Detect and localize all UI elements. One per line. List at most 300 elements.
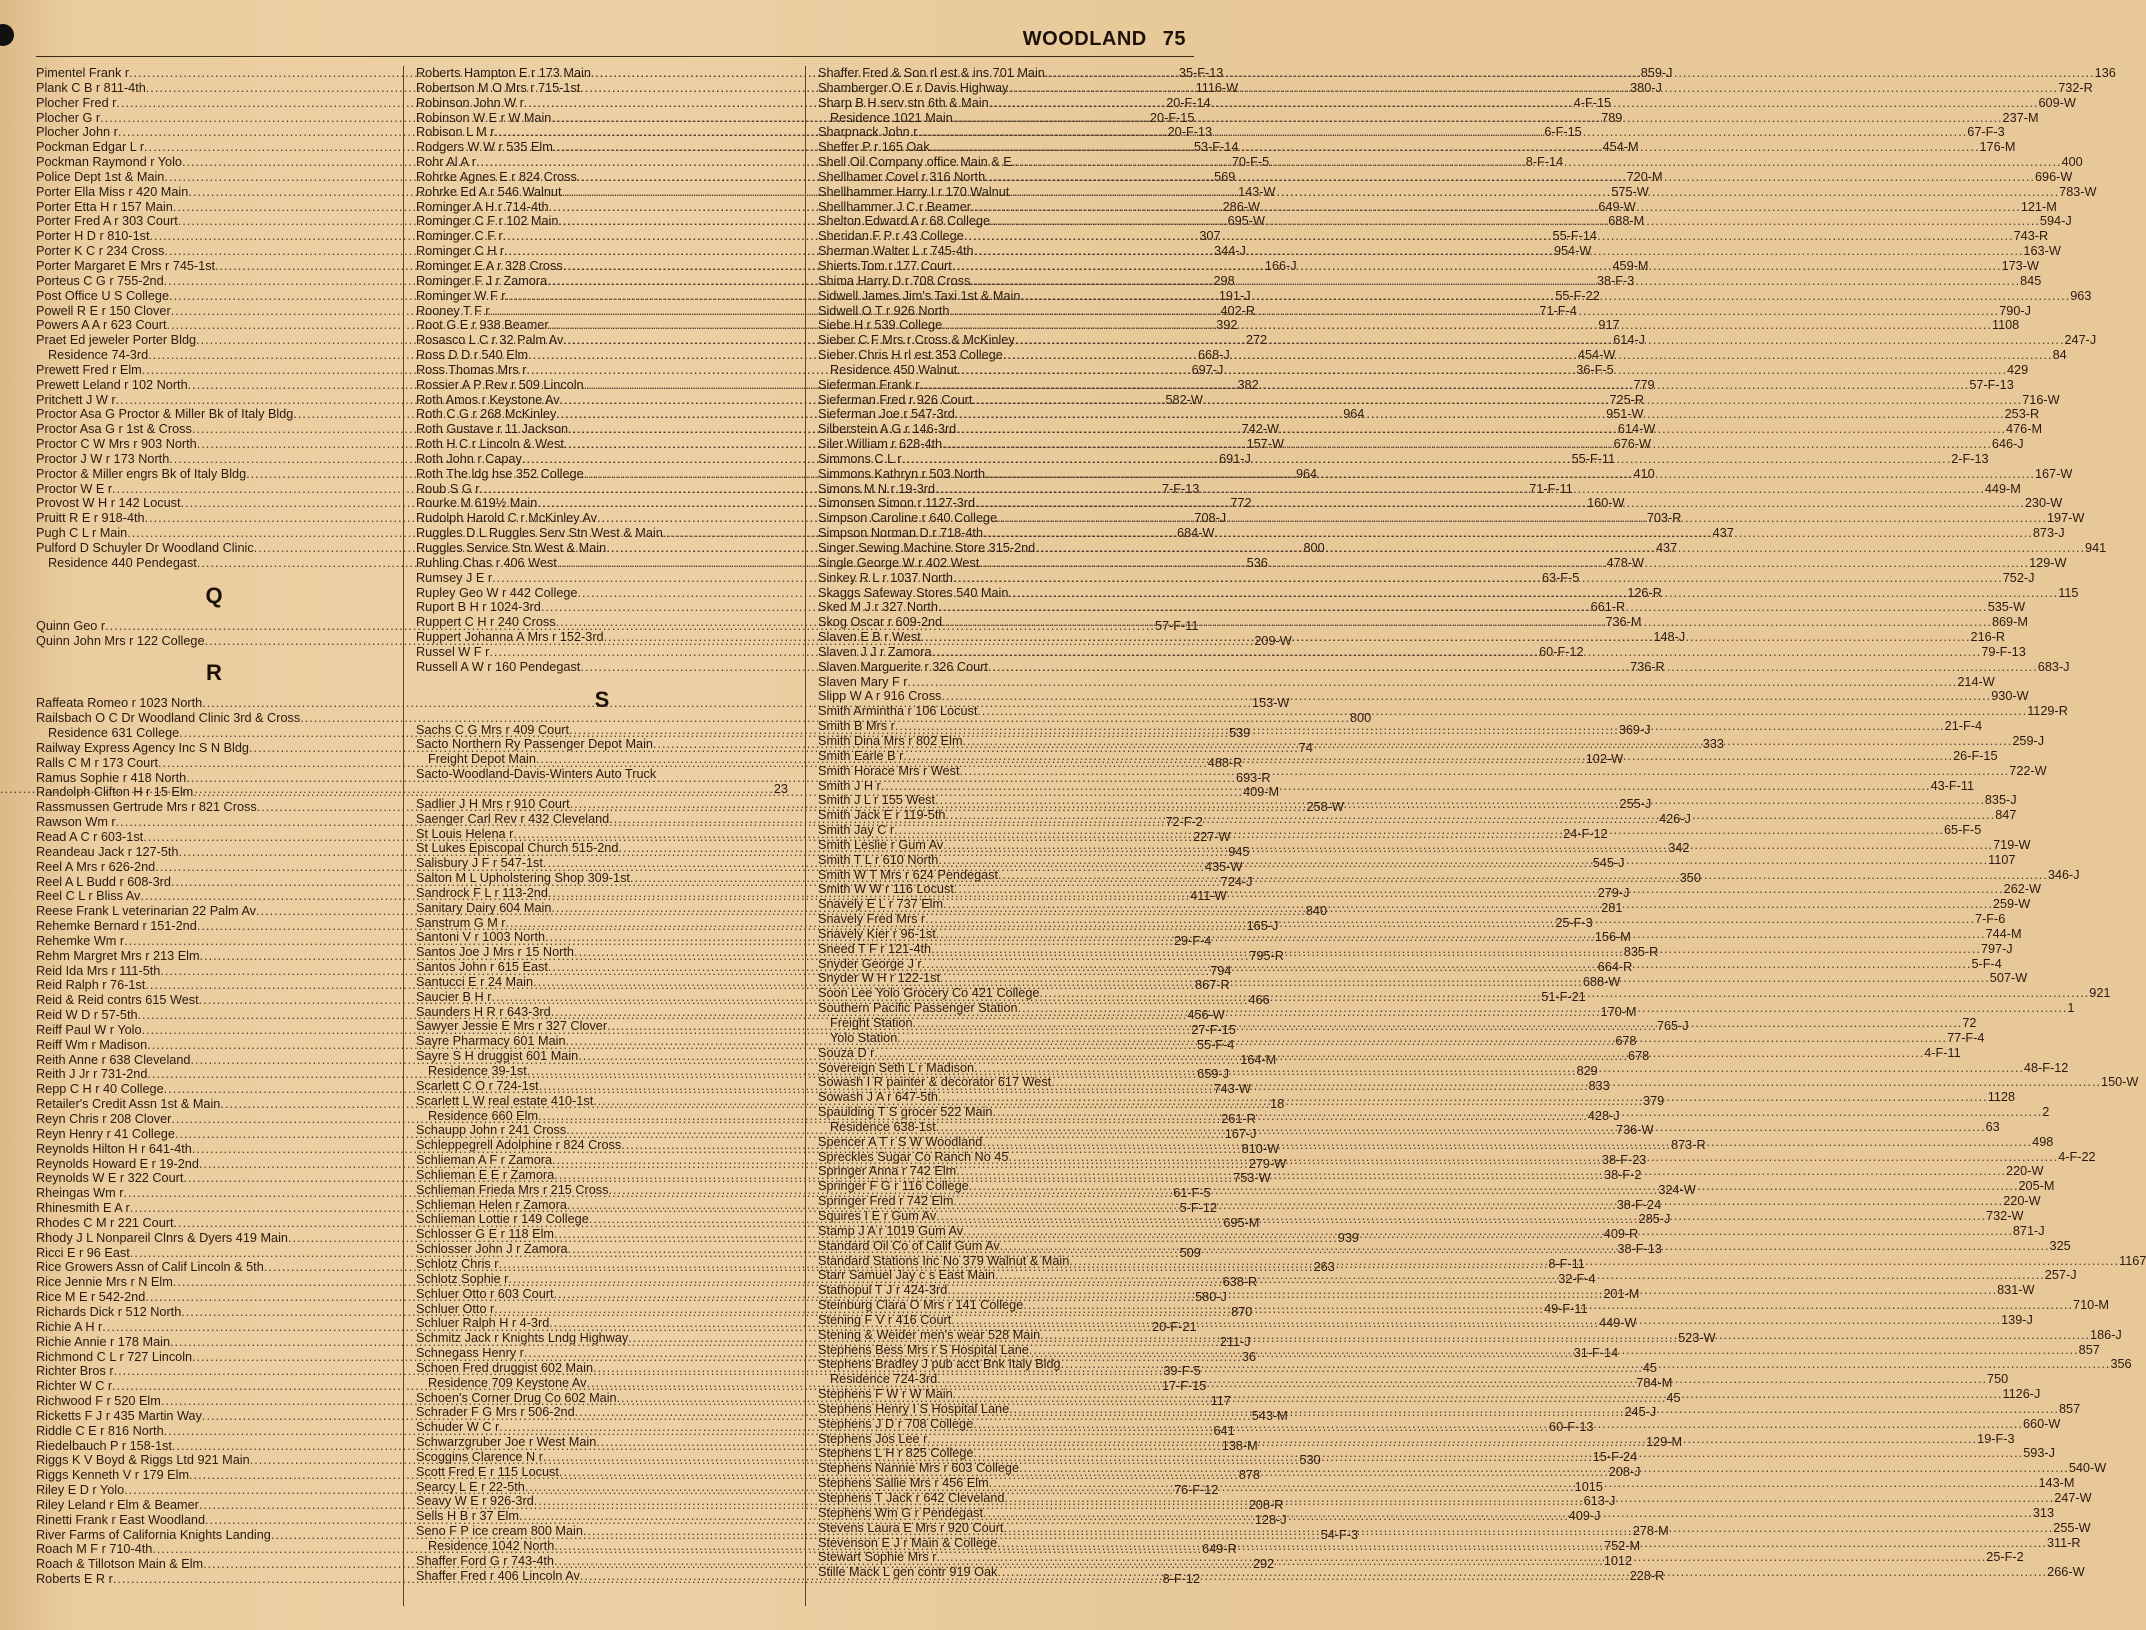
listing-name: Rupley Geo W r 442 College	[416, 585, 578, 600]
phone-number: 67-F-3	[1967, 125, 2005, 140]
listing-name: Stephens Henry I S Hospital Lane	[818, 1401, 1010, 1416]
listing-name: Smith Horace Mrs r West	[818, 763, 960, 778]
dot-leader	[995, 1268, 2045, 1283]
phone-number: 744-M	[1985, 926, 2022, 941]
dot-leader	[1069, 1254, 2119, 1269]
dot-leader	[977, 704, 2027, 719]
header-rule	[36, 56, 1194, 57]
phone-number: 790-J	[1999, 303, 2031, 318]
phone-number: 167-J	[1224, 1126, 1257, 1141]
listing-name: Reynolds W E r 322 Court	[36, 1171, 184, 1186]
listing-name: Siler William r 628-4th	[818, 437, 943, 452]
phone-number: 191-J	[1218, 288, 1251, 303]
phone-number: 160-W	[1587, 496, 1625, 511]
dot-leader	[947, 1283, 1997, 1298]
dot-leader	[1029, 1343, 2079, 1358]
phone-number: 369-J	[1618, 722, 1651, 737]
listing-name: Proctor & Miller engrs Bk of Italy Bldg	[36, 466, 247, 481]
dot-leader	[983, 1506, 2033, 1521]
section-letter: R	[206, 660, 222, 686]
directory-columns	[34, 66, 2146, 1606]
listing-name: Schluer Ralph H r 4-3rd	[416, 1316, 550, 1331]
dot-leader	[982, 1135, 2032, 1150]
phone-number: 39-F-5	[1163, 1364, 1201, 1379]
listing-name: Simmons Kathryn r 503 North	[818, 466, 986, 481]
phone-number: 797-J	[1980, 941, 2013, 956]
phone-number: 437	[1655, 541, 1678, 555]
phone-number: 24-F-12	[1563, 826, 1608, 841]
phone-number: 800	[1303, 541, 1325, 555]
phone-number: 703-R	[1646, 511, 1682, 526]
dot-leader	[997, 511, 2047, 526]
phone-number: 695-M	[1223, 1215, 1260, 1230]
phone-number: 523-W	[1678, 1331, 1716, 1346]
phone-number: 205-M	[2018, 1179, 2055, 1194]
phone-number: 139-J	[2001, 1312, 2033, 1327]
phone-number: 917	[1598, 318, 1620, 333]
listing-name: Reith Anne r 638 Cleveland	[36, 1052, 191, 1067]
listing-name: Rominger F J r Zamora	[416, 273, 548, 288]
phone-number: 613-J	[1583, 1494, 1616, 1509]
listing-name: Sowash I R painter & decorator 617 West	[818, 1075, 1052, 1090]
listing-name: Reel C L r Bliss Av	[36, 889, 141, 904]
phone-number: 333	[1702, 737, 1724, 752]
phone-number: 43-F-11	[1930, 778, 1975, 793]
phone-number: 76-F-12	[1173, 1483, 1219, 1498]
listing-name: Snavely Fred Mrs r	[818, 912, 926, 927]
phone-number: 753-W	[1233, 1171, 1271, 1186]
phone-number: 55-F-4	[1196, 1037, 1235, 1052]
listing-name: Seno F P ice cream 800 Main	[416, 1524, 583, 1539]
listing-name: Roth The ldg hse 352 College	[416, 466, 584, 481]
listing-name: Sanstrum G M r	[416, 915, 506, 930]
listing-name: Sawyer Jessie E Mrs r 327 Clover	[416, 1019, 608, 1034]
listing-name: Squires I E r Gum Av	[818, 1208, 937, 1223]
phone-number: 74	[1298, 740, 1313, 755]
phone-number: 661-R	[1590, 600, 1626, 615]
dot-leader	[963, 734, 2013, 749]
listing-name: Roth H C r Lincoln & West	[416, 437, 564, 452]
page-number: 75	[1162, 28, 1186, 50]
phone-number: 60-F-12	[1539, 644, 1584, 659]
listing-name: Ralls C M r 173 Court	[36, 755, 158, 770]
phone-number: 129-M	[1646, 1435, 1683, 1450]
phone-number: 20-F-14	[1166, 95, 1211, 110]
phone-number: 25-F-3	[1555, 915, 1593, 930]
listing-name: Scott Fred E r 115 Locust	[416, 1464, 559, 1479]
phone-number: 15-F-24	[1592, 1449, 1638, 1464]
listing-name: Stephens Jos Lee r	[818, 1431, 928, 1446]
dot-leader	[973, 1446, 2023, 1461]
listing-name: Robinson W E r W Main	[416, 110, 552, 125]
phone-number: 659-J	[1197, 1067, 1229, 1082]
phone-number: 344-J	[1214, 244, 1246, 259]
phone-number: 871-J	[2012, 1223, 2045, 1238]
phone-number: 449-W	[1599, 1316, 1637, 1331]
phone-number: 163-W	[2023, 244, 2061, 259]
dot-leader	[1004, 1491, 2054, 1506]
phone-number: 71-F-4	[1539, 303, 1577, 318]
listing-name: Santos John r 615 East	[416, 960, 548, 975]
listing-name: Powers A A r 623 Court	[36, 318, 167, 333]
listing-name: Reynolds Howard E r 19-2nd	[36, 1156, 199, 1171]
phone-number: 350	[1679, 871, 1701, 886]
phone-number: 263	[1313, 1260, 1335, 1275]
listing-name: Rominger C F r	[416, 229, 503, 244]
phone-number: 38-F-24	[1616, 1197, 1662, 1212]
listing-name: Provost W H r 142 Locust	[36, 496, 181, 511]
phone-number: 55-F-22	[1555, 288, 1600, 303]
phone-number: 609-W	[2038, 95, 2076, 110]
phone-number: 70-F-5	[1231, 155, 1270, 170]
listing-name: Stephens L H r 825 College	[818, 1446, 974, 1461]
phone-number: 20-F-15	[1149, 110, 1195, 125]
listing-name: Single George W r 402 West	[818, 555, 980, 570]
phone-number: 153-W	[1252, 696, 1290, 711]
listing-name: Reel A L Budd r 608-3rd	[36, 874, 171, 889]
listing-name: Roth Amos r Keystone Av	[416, 392, 560, 407]
listing-name: Yolo Station	[830, 1030, 898, 1045]
phone-number: 186-J	[2090, 1327, 2122, 1342]
phone-number: 543-M	[1251, 1408, 1288, 1423]
phone-number: 752-J	[2002, 570, 2035, 585]
listing-name: Scarlett L W real estate 410-1st	[416, 1093, 594, 1108]
listing-name: Searcy L E r 22-5th	[416, 1479, 525, 1494]
phone-number: 710-M	[2073, 1298, 2109, 1313]
phone-number: 1	[2067, 1001, 2075, 1016]
listing-name: Shaffer Fred & Son rl est & ins 701 Main	[818, 66, 1045, 80]
listing-name: Ramus Sophie r 418 North	[36, 770, 187, 785]
phone-number: 29-F-4	[1173, 933, 1212, 948]
dot-leader	[971, 200, 2021, 215]
dot-leader	[988, 660, 2038, 675]
listing-name: Shaffer Ford G r 743-4th	[416, 1553, 554, 1568]
phone-number: 930-W	[1991, 689, 2029, 704]
listing-name: Sieferman Fred r 926 Court	[818, 392, 973, 407]
listing-name: Richwood F r 520 Elm	[36, 1394, 161, 1409]
phone-number: 750	[1987, 1372, 2009, 1387]
listing-name: Stephens Bess Mrs r S Hospital Lane	[818, 1342, 1029, 1357]
phone-number: 409-J	[1568, 1509, 1601, 1524]
dot-leader	[953, 111, 2003, 126]
dot-leader	[956, 422, 2006, 437]
listing-name: Riley E D r Yolo	[36, 1483, 125, 1498]
listing-name: Stephens T Jack r 642 Cleveland	[818, 1491, 1005, 1505]
dot-leader	[974, 1061, 2024, 1076]
phone-number: 646-J	[1991, 437, 2024, 452]
dot-leader	[953, 571, 2003, 586]
dot-leader	[1039, 986, 2089, 1001]
phone-number: 148-J	[1653, 630, 1686, 645]
listing-name: Saenger Carl Rev r 432 Cleveland	[416, 811, 610, 826]
listing-name: Rossier A P Rev r 509 Lincoln	[416, 377, 584, 392]
phone-number: 4-F-22	[2058, 1149, 2096, 1164]
listing-name: Sieferman Joe r 547-3rd	[818, 407, 955, 422]
phone-number: 736-W	[1616, 1123, 1654, 1138]
listing-name: Pockman Raymond r Yolo	[36, 155, 182, 170]
dot-leader	[874, 1046, 1924, 1061]
listing-name: Quinn Geo r	[36, 618, 106, 633]
dot-leader	[1009, 1402, 2059, 1417]
phone-number: 346-J	[2047, 867, 2080, 882]
phone-number: 197-W	[2046, 511, 2085, 526]
listing-name: Reese Frank L veterinarian 22 Palm Av	[36, 904, 257, 919]
listing-entry	[818, 674, 1995, 690]
listing-name: Rhodes C M r 221 Court	[36, 1215, 174, 1230]
listing-name: Stevens Laura E Mrs r 920 Court	[818, 1520, 1004, 1535]
phone-number: 285-J	[1638, 1212, 1671, 1227]
dot-leader	[972, 393, 2022, 408]
listing-name: Salisbury J F r 547-1st	[416, 856, 543, 871]
listing-name: Residence 74-3rd	[48, 348, 149, 363]
phone-number: 20-F-13	[1167, 125, 1213, 140]
phone-number: 258-W	[1306, 800, 1344, 815]
dot-leader	[969, 1179, 2019, 1194]
listing-name: Schluer Otto r	[416, 1301, 495, 1316]
phone-number: 102-W	[1585, 752, 1624, 767]
listing-name: Sheridan F P r 43 College	[818, 229, 964, 244]
listing-name: Smith Jay C r	[818, 823, 895, 838]
phone-number: 2	[2042, 1105, 2050, 1120]
listing-name: Skaggs Safeway Stores 540 Main	[818, 585, 1009, 600]
dot-leader	[985, 467, 2035, 482]
listing-name: Starr Samuel Jay c s East Main	[818, 1268, 995, 1283]
listing-name: Richards Dick r 512 North	[36, 1304, 182, 1319]
phone-number: 324-W	[1658, 1182, 1696, 1197]
listing-name: Sherman Walter L r 745-4th	[818, 244, 974, 259]
listing-name: Russel W F r	[416, 644, 490, 659]
phone-number: 696-W	[2034, 169, 2073, 184]
dot-leader	[1009, 185, 2059, 200]
phone-number: 6-F-15	[1544, 125, 1582, 140]
listing-name: Ruggles D L Ruggles Serv Stn West & Main	[416, 526, 663, 541]
listing-name: Santoni V r 1003 North	[416, 930, 546, 945]
listing-name: Riddle C E r 816 North	[36, 1423, 164, 1438]
listing-name: Freight Station	[830, 1016, 913, 1030]
listing-name: Pugh C L r Main	[36, 526, 128, 541]
listing-name: Porteus C G r 755-2nd	[36, 273, 164, 288]
listing-name: Sandrock F L r 113-2nd	[416, 885, 548, 900]
listing-name: Porter Ella Miss r 420 Main	[36, 184, 189, 199]
listing-name: Rehemke Bernard r 151-2nd	[36, 919, 197, 934]
listing-name: Skog Oscar r 609-2nd	[818, 615, 943, 630]
phone-number: 209-W	[1254, 633, 1292, 648]
phone-number: 279-J	[1597, 885, 1630, 900]
listing-name: Riggs Kenneth V r 179 Elm	[36, 1468, 190, 1483]
listing-name: Spencer A T r S W Woodland	[818, 1134, 983, 1149]
listing-name: Richter W C r	[36, 1379, 113, 1394]
phone-number: 921	[2089, 986, 2111, 1001]
column-divider	[805, 66, 806, 1606]
listing-name: Robertson M O Mrs r 715-1st	[416, 80, 581, 95]
phone-number: 63	[1985, 1119, 2000, 1134]
listing-name: Ricketts F J r 435 Martin Way	[36, 1408, 202, 1423]
listing-name: Stille Mack L gen contr 919 Oak	[818, 1565, 998, 1580]
phone-number: 569	[1214, 169, 1236, 184]
listing-name: Stevenson E J r Main & College	[818, 1535, 998, 1550]
listing-name: Simons M N r 19-3rd	[818, 481, 936, 496]
listing-name: Raffeata Romeo r 1023 North	[36, 696, 203, 711]
listing-name: Schluer Otto r 603 Court	[416, 1286, 554, 1301]
phone-number: 31-F-14	[1573, 1346, 1619, 1361]
listing-name: Repp C H r 40 College	[36, 1082, 164, 1097]
listing-name: Schmitz Jack r Knights Lndg Highway	[416, 1331, 629, 1346]
dot-leader	[932, 645, 1982, 660]
phone-number: 641	[1213, 1423, 1235, 1438]
listing-name: St Louis Helena r	[416, 826, 514, 841]
phone-number: 255-W	[2053, 1520, 2091, 1535]
listing-name: Shell Oil Company office Main & E	[818, 155, 1012, 170]
listing-name: Rhinesmith E A r	[36, 1201, 130, 1216]
dot-leader	[998, 868, 2048, 883]
listing-name: Rice M E r 542-2nd	[36, 1290, 146, 1305]
listing-name: Springer Fred r 742 Elm	[818, 1194, 954, 1209]
listing-name: Porter Margaret E Mrs r 745-1st	[36, 258, 216, 273]
listing-name: Riedelbauch P r 158-1st	[36, 1438, 172, 1453]
listing-name: Residence 450 Walnut	[830, 362, 958, 377]
listing-name: Pimentel Frank r	[36, 66, 130, 80]
phone-number: 794	[1210, 963, 1232, 978]
listing-name: Riley Leland r Elm & Beamer	[36, 1497, 199, 1512]
dot-leader	[1008, 81, 2058, 96]
dot-leader	[974, 244, 2024, 259]
phone-number: 65-F-5	[1943, 823, 1982, 838]
phone-number: 38-F-13	[1617, 1242, 1662, 1257]
listing-name: Pockman Edgar L r	[36, 140, 145, 155]
listing-name: Sachs C G Mrs r 409 Court	[416, 722, 569, 737]
phone-number: 150-W	[2101, 1075, 2139, 1090]
phone-number: 38-F-2	[1604, 1167, 1642, 1182]
listing-name: Russell A W r 160 Pendegast	[416, 659, 581, 674]
listing-name: Ruppert Johanna A Mrs r 152-3rd	[416, 630, 604, 645]
listing-name: Standard Oil Co of Calif Gum Av	[818, 1238, 1000, 1253]
phone-number: 695-W	[1227, 214, 1265, 229]
dot-leader	[1000, 1239, 2050, 1254]
listing-name: Rohrke Ed A r 546 Walnut	[416, 184, 562, 199]
phone-number: 736-M	[1605, 615, 1642, 630]
phone-number: 8-F-14	[1525, 155, 1564, 170]
dot-leader	[931, 942, 1981, 957]
phone-number: 765-J	[1656, 1019, 1689, 1034]
phone-number: 772	[1230, 496, 1252, 511]
listing-name: Proctor Asa G r 1st & Cross	[36, 422, 192, 437]
phone-number: 126-R	[1627, 585, 1662, 600]
phone-number: 57-F-11	[1154, 618, 1199, 633]
listing-name: Stephens Sallie Mrs r 456 Elm	[818, 1476, 989, 1491]
phone-number: 220-W	[2003, 1194, 2041, 1209]
listing-name: Rawson Wm r	[36, 815, 116, 830]
listing-name: Residence 724-3rd	[830, 1372, 938, 1387]
listing-name: Smith W W r 116 Locust	[818, 882, 954, 897]
listing-name: Quinn John Mrs r 122 College	[36, 633, 205, 648]
phone-number: 478-W	[1606, 555, 1644, 570]
phone-number: 2-F-13	[1951, 451, 1989, 466]
listing-name: Roub S G r	[416, 481, 480, 496]
listing-name: Reid Ralph r 76-1st	[36, 978, 146, 993]
dot-leader	[989, 1476, 2039, 1491]
phone-number: 292	[1252, 1557, 1275, 1572]
listing-name: Porter Etta H r 157 Main	[36, 199, 173, 214]
phone-number: 454-M	[1602, 140, 1639, 155]
listing-name: Smith J H r	[818, 778, 881, 793]
listing-name: Salton M L Upholstering Shop 309-1st	[416, 871, 630, 886]
listing-name: Simonsen Simon r 1127-3rd	[818, 496, 976, 511]
phone-number: 208-J	[1608, 1464, 1641, 1479]
phone-number: 638-R	[1222, 1275, 1258, 1290]
listing-name: Schoen Fred druggist 602 Main	[416, 1360, 594, 1375]
phone-number: 857	[2078, 1342, 2100, 1357]
phone-number: 211-J	[1219, 1334, 1251, 1349]
dot-leader	[1061, 1357, 2111, 1372]
dot-leader	[1051, 1075, 2101, 1090]
phone-number: 20-F-21	[1152, 1319, 1197, 1334]
phone-number: 230-W	[2024, 496, 2063, 511]
phone-number: 736-R	[1630, 659, 1665, 674]
phone-number: 121-M	[2020, 199, 2057, 214]
listing-name: Sovereign Seth L r Madison	[818, 1060, 975, 1075]
dot-leader	[1035, 541, 2085, 556]
phone-number: 660-W	[2022, 1416, 2061, 1431]
listing-name: Sharpnack John r	[818, 125, 918, 140]
listing-name: Reiff Paul W r Yolo	[36, 1022, 142, 1037]
listing-name: Porter Fred A r 303 Court	[36, 214, 178, 229]
listing-name: Residence 1021 Main	[830, 110, 953, 125]
phone-number: 752-M	[1604, 1539, 1641, 1553]
phone-number: 55-F-14	[1552, 229, 1597, 244]
dot-leader	[1008, 586, 2058, 601]
listing-name: Residence 709 Keystone Av	[428, 1375, 587, 1390]
phone-number: 342	[1668, 841, 1690, 856]
listing-name: Pruitt R E r 918-4th	[36, 511, 145, 526]
phone-number: 498	[2032, 1134, 2054, 1149]
listing-name: Rehemke Wm r	[36, 933, 125, 948]
listing-name: Stewart Sophie Mrs r	[818, 1550, 937, 1565]
phone-number: 138-M	[1221, 1438, 1258, 1453]
listing-name: Sneed T F r 121-4th	[818, 941, 932, 956]
dot-leader	[943, 897, 1993, 912]
dot-leader	[989, 96, 2039, 111]
listing-name: Read A C r 603-1st	[36, 829, 144, 844]
phone-number: 32-F-4	[1558, 1271, 1596, 1286]
phone-number: 693-R	[1236, 770, 1271, 785]
listing-name: Schlieman Frieda Mrs r 215 Cross	[416, 1182, 609, 1197]
listing-name: Reandeau Jack r 127-5th	[36, 844, 179, 859]
listing-name: Singer Sewing Machine Store 315-2nd	[818, 541, 1036, 555]
listing-name: Sayre S H druggist 601 Main	[416, 1049, 579, 1064]
phone-number: 684-W	[1177, 526, 1215, 541]
listing-name: Sieferman Frank r	[818, 377, 920, 392]
listing-name: Praet Ed jeweler Porter Bldg	[36, 333, 197, 348]
listing-name: Roach M F r 710-4th	[36, 1542, 153, 1557]
phone-number: 582-W	[1165, 392, 1203, 407]
dot-leader	[1003, 348, 2053, 363]
listing-name: Stephens Bradley J pub acct Bnk Italy Bldg	[818, 1357, 1061, 1372]
dot-leader	[952, 259, 2002, 274]
listing-name: Roberts E R r	[36, 1572, 113, 1587]
phone-number: 259-W	[1992, 897, 2031, 912]
listing-name: Proctor J W r 173 North	[36, 451, 170, 466]
phone-number: 325	[2049, 1238, 2071, 1253]
dot-leader	[963, 1224, 2013, 1239]
phone-number: 593-J	[2023, 1446, 2055, 1461]
listing-name: Residence 638-1st	[830, 1119, 936, 1134]
dot-leader	[901, 452, 1951, 467]
phone-number: 722-W	[2009, 763, 2047, 778]
listing-name: Schlieman E E r Zamora	[416, 1167, 555, 1182]
phone-number: 60-F-13	[1549, 1420, 1594, 1435]
phone-number: 411-W	[1190, 889, 1227, 904]
dot-leader	[930, 140, 1980, 155]
